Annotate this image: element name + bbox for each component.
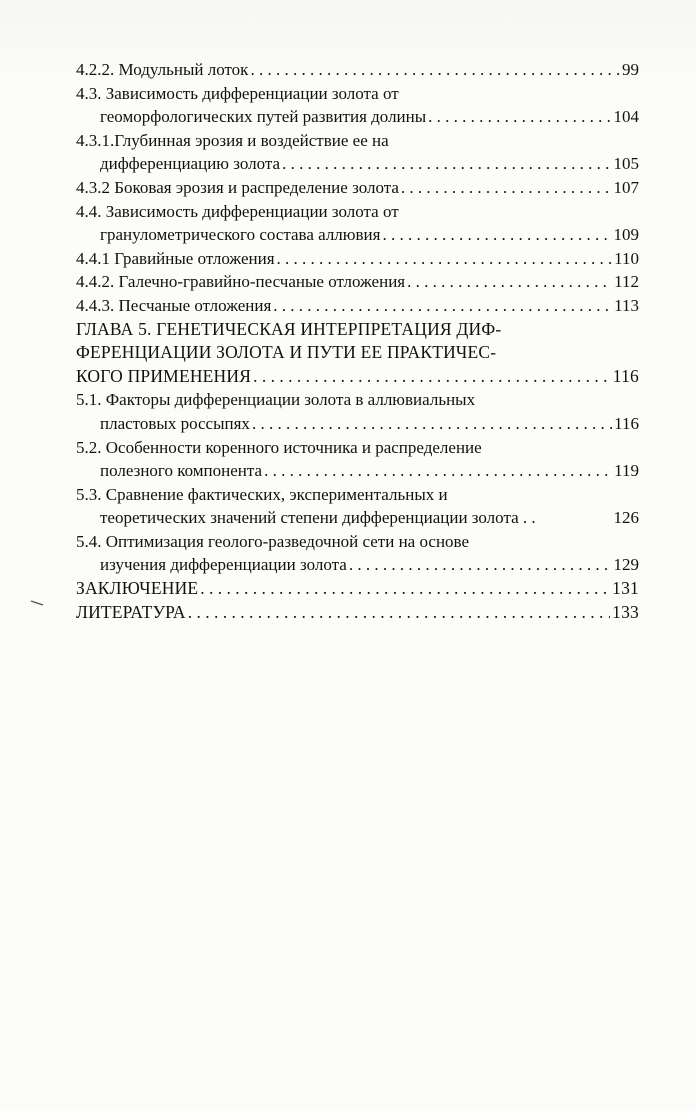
toc-entry-continuation <box>76 152 639 176</box>
toc-entry-page: 105 <box>613 154 639 174</box>
leader-dots <box>273 294 612 318</box>
toc-entry-page: 126 <box>613 508 639 528</box>
toc-entry-title: изучения дифференциации золота <box>100 555 347 575</box>
toc-entry <box>76 294 639 318</box>
toc-entry-continuation <box>76 459 639 483</box>
toc-entry-title: 4.4.1 Гравийные отложения <box>76 248 275 268</box>
toc-entry-title: 4.3. Зависимость дифференциации золота от <box>76 83 399 103</box>
toc-entry-title: геоморфологических путей развития долины <box>100 107 427 127</box>
leader-dots <box>407 270 612 294</box>
leader-dots <box>253 365 611 389</box>
leader-dots <box>264 459 612 483</box>
toc-entry-page: 129 <box>613 555 639 575</box>
toc-entry <box>76 388 639 412</box>
toc-entry-title: КОГО ПРИМЕНЕНИЯ <box>76 365 252 386</box>
toc-entry-title: теоретических значений степени дифференциации золота . . <box>100 508 536 528</box>
leader-dots <box>401 176 612 200</box>
toc-entry-continuation <box>76 223 639 247</box>
toc-entry <box>76 176 639 200</box>
pencil-mark <box>30 600 44 606</box>
toc-entry-page: 119 <box>614 461 639 481</box>
leader-dots <box>349 553 612 577</box>
toc-entry-title: 4.4. Зависимость дифференциации золота от <box>76 201 399 221</box>
toc-entry <box>76 483 639 507</box>
toc-entry-page: 116 <box>612 365 639 386</box>
leader-dots <box>200 577 610 601</box>
toc-chapter-heading-continuation <box>76 341 639 365</box>
toc-entry-continuation <box>76 412 639 436</box>
leader-dots <box>250 58 620 82</box>
leader-dots <box>428 105 611 129</box>
toc-entry <box>76 58 639 82</box>
toc-entry-title: 5.3. Сравнение фактических, экспериментальных и <box>76 484 448 504</box>
toc-entry-title: полезного компонента <box>100 461 263 481</box>
toc-entry-title: ГЛАВА 5. ГЕНЕТИЧЕСКАЯ ИНТЕРПРЕТАЦИЯ ДИФ- <box>76 318 502 339</box>
toc-entry-title: 4.3.1.Глубинная эрозия и воздействие ее на <box>76 130 389 150</box>
leader-dots <box>188 601 610 625</box>
toc-entry-page: 99 <box>622 60 639 79</box>
toc-entry <box>76 247 639 271</box>
leader-dots <box>382 223 611 247</box>
toc-entry-title: гранулометрического состава аллювия <box>100 225 381 245</box>
toc-entry-page: 131 <box>612 578 639 599</box>
toc-entry <box>76 129 639 153</box>
toc-entry <box>76 601 639 625</box>
toc-entry-page: 104 <box>613 107 639 127</box>
toc-entry-title: 5.4. Оптимизация геолого-разведочной сети на основе <box>76 531 470 551</box>
toc-chapter-heading-continuation <box>76 365 639 389</box>
toc-chapter-heading <box>76 318 639 342</box>
toc-entry-title: ФЕРЕНЦИАЦИИ ЗОЛОТА И ПУТИ ЕЕ ПРАКТИЧЕС- <box>76 342 497 363</box>
toc-entry-page: 107 <box>613 177 639 197</box>
table-of-contents <box>76 58 639 624</box>
toc-entry <box>76 530 639 554</box>
toc-entry-title: ЛИТЕРАТУРА <box>76 601 186 622</box>
toc-entry <box>76 270 639 294</box>
toc-entry-title: 4.2.2. Модульный лоток <box>76 60 249 79</box>
toc-entry <box>76 577 639 601</box>
leader-dots <box>252 412 612 436</box>
toc-entry-page: 110 <box>614 248 639 268</box>
toc-entry-title: 4.4.2. Галечно-гравийно-песчаные отложения <box>76 272 406 292</box>
toc-entry-title: дифференциацию золота <box>100 154 281 174</box>
toc-entry-continuation <box>76 506 639 530</box>
toc-entry-title: 5.1. Факторы дифференциации золота в аллювиальных <box>76 390 476 410</box>
toc-entry-title: 4.3.2 Боковая эрозия и распределение золота <box>76 177 399 197</box>
leader-dots <box>282 152 611 176</box>
toc-entry-continuation <box>76 553 639 577</box>
toc-entry-title: 5.2. Особенности коренного источника и распределение <box>76 437 482 457</box>
toc-entry-continuation <box>76 105 639 129</box>
toc-entry-page: 112 <box>614 272 639 292</box>
toc-entry-title: ЗАКЛЮЧЕНИЕ <box>76 578 199 599</box>
leader-dots <box>277 247 613 271</box>
toc-entry-page: 109 <box>613 225 639 245</box>
toc-entry-title: пластовых россыпях <box>100 413 250 433</box>
toc-entry-page: 116 <box>614 413 639 433</box>
toc-entry <box>76 200 639 224</box>
toc-entry-title: 4.4.3. Песчаные отложения <box>76 295 272 315</box>
toc-entry-page: 133 <box>612 601 639 622</box>
toc-entry <box>76 82 639 106</box>
toc-entry-page: 113 <box>614 295 639 315</box>
toc-entry <box>76 436 639 460</box>
